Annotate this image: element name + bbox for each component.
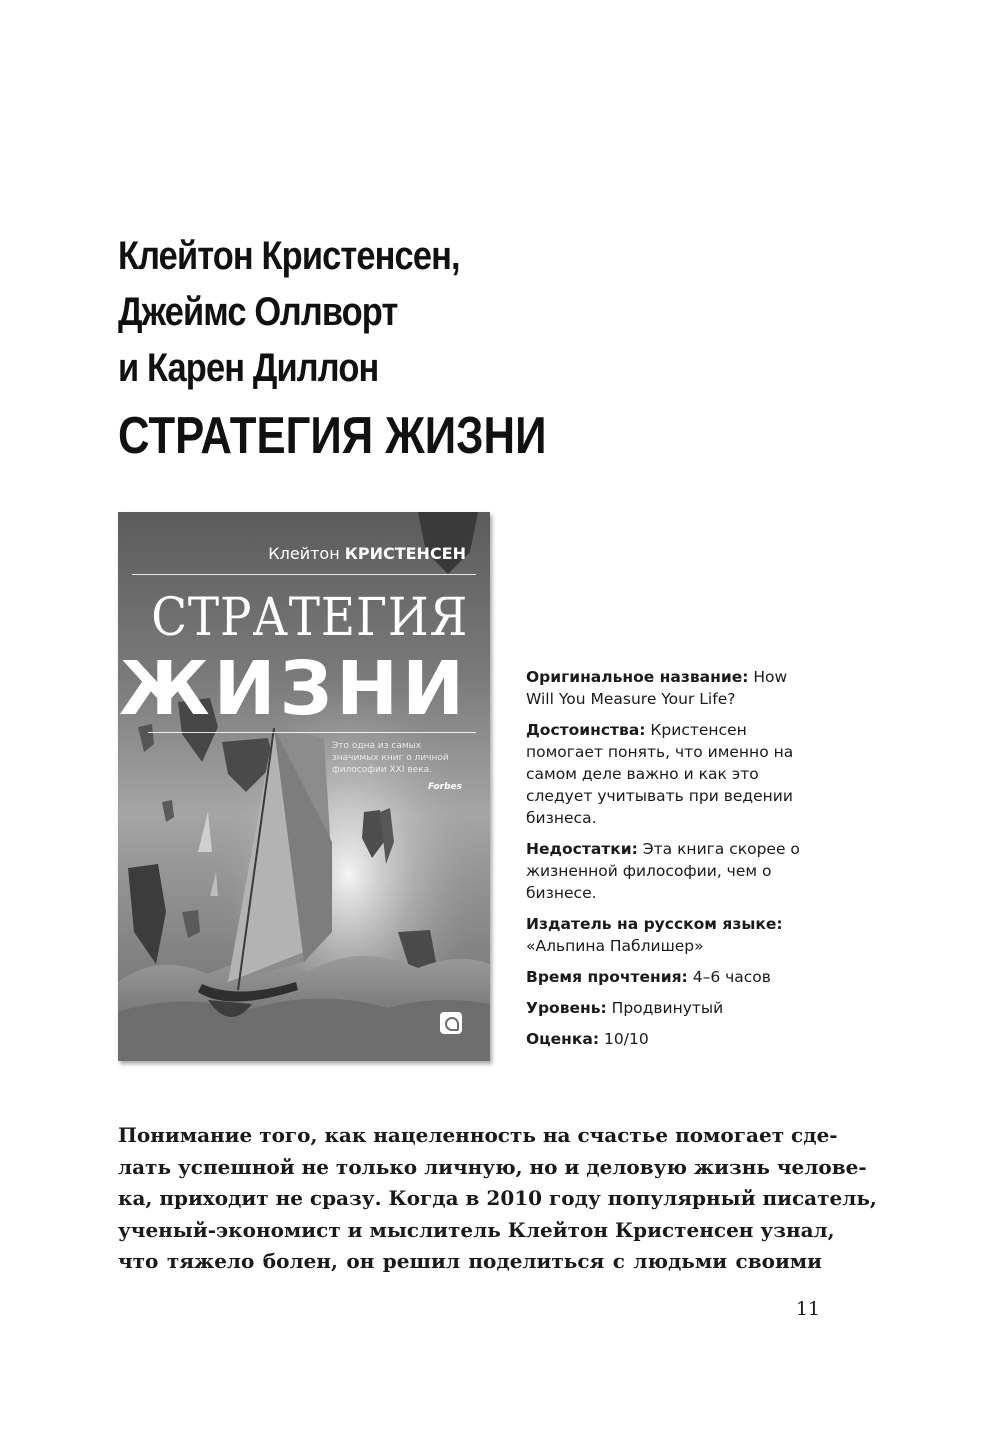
publisher-logo-icon xyxy=(440,1012,462,1034)
info-value: Продвинутый xyxy=(611,999,724,1017)
info-label: Время прочтения: xyxy=(526,968,688,986)
info-value: 4–6 часов xyxy=(692,968,771,986)
body-line: Понимание того, как нацеленность на счастье помогает сде- xyxy=(118,1123,838,1147)
author-line: Клейтон Кристенсен, xyxy=(118,234,460,278)
cover-quote: Это одна из самых значимых книг о личной философии XXI века. xyxy=(332,741,449,775)
authors-block xyxy=(118,228,460,396)
info-label: Оценка: xyxy=(526,1030,600,1048)
body-line: что тяжело болен, он решил поделиться с людьми своими xyxy=(118,1249,822,1273)
cover-quote-source: Forbes xyxy=(428,782,462,792)
info-label: Достоинства: xyxy=(526,721,646,739)
cover-top-rule xyxy=(132,574,476,575)
cover-rule xyxy=(148,732,476,733)
info-rating xyxy=(526,1028,806,1050)
cover-author xyxy=(268,544,466,563)
info-original-title xyxy=(526,666,806,710)
page-number: 11 xyxy=(795,1298,820,1320)
cover-author-first: Клейтон xyxy=(268,544,340,563)
info-cons xyxy=(526,838,806,904)
info-value: Кристенсен помогает понять, что именно на самом деле важно и как это следует учитывать при ведении бизнеса. xyxy=(526,721,794,827)
cover-title-line-1: СТРАТЕГИЯ xyxy=(150,588,468,648)
author-line: Джеймс Оллворт xyxy=(118,290,398,334)
cover-title-line-2: ЖИЗНИ xyxy=(119,646,468,732)
body-line: лать успешной не только личную, но и деловую жизнь челове- xyxy=(118,1154,867,1179)
info-label: Издатель на русском языке: xyxy=(526,915,783,933)
author-line: и Карен Диллон xyxy=(118,346,379,390)
body-line: ученый-экономист и мыслитель Клейтон Кристенсен узнал, xyxy=(118,1217,835,1242)
body-line: ка, приходит не сразу. Когда в 2010 году популярный писатель, xyxy=(118,1186,877,1210)
info-value: Эта книга скорее о жизненной философии, чем о бизнесе. xyxy=(526,840,800,902)
body-paragraph xyxy=(118,1120,877,1278)
info-pros xyxy=(526,719,806,829)
cover-author-last: КРИСТЕНСЕН xyxy=(344,544,466,563)
book-cover-image xyxy=(118,512,490,1061)
info-value: «Альпина Паблишер» xyxy=(526,937,704,955)
book-title: СТРАТЕГИЯ ЖИЗНИ xyxy=(118,407,547,465)
book-info-panel xyxy=(526,666,806,1059)
info-value: How Will You Measure Your Life? xyxy=(526,668,788,708)
info-level xyxy=(526,997,806,1019)
info-label: Оригинальное название: xyxy=(526,668,749,686)
info-value: 10/10 xyxy=(604,1030,649,1048)
info-label: Уровень: xyxy=(526,999,607,1017)
info-reading-time xyxy=(526,966,806,988)
info-label: Недостатки: xyxy=(526,840,638,858)
info-publisher xyxy=(526,913,806,957)
